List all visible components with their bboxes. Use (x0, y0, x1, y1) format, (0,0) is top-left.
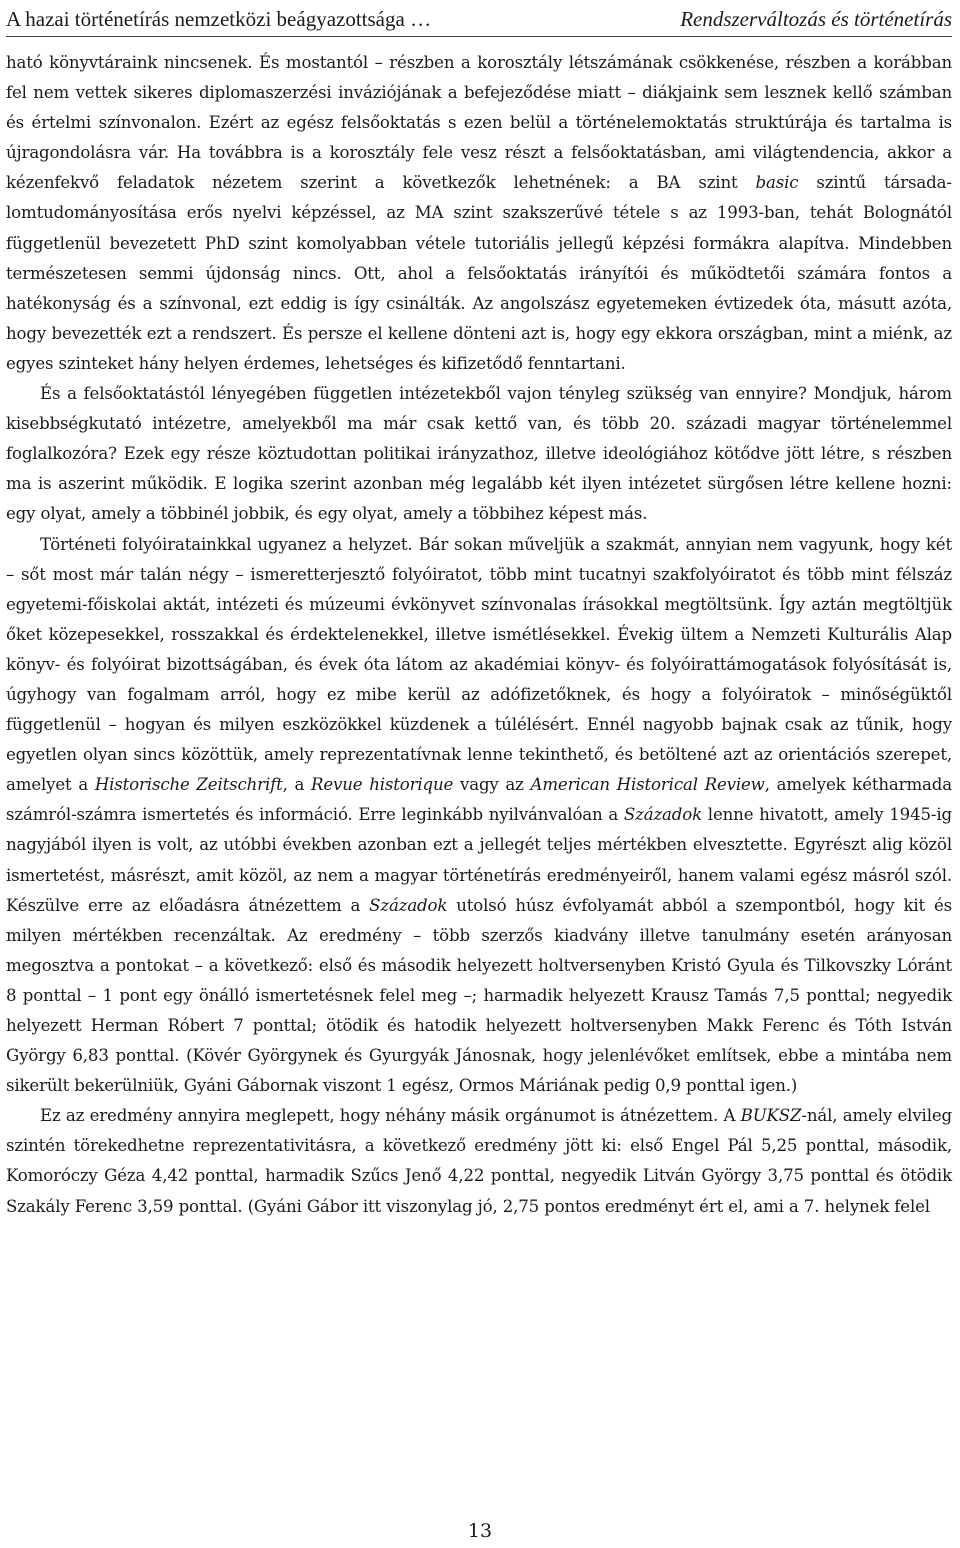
paragraph-text: Történeti folyóiratainkkal ugyanez a helyzet. Bár sokan műveljük a szakmát, annyian nem vagyunk, hogy két – sőt most már talán négy – ismeretterjesztő folyóiratot, több mint tucatnyi szakfolyóiratot és több mint félszáz egyetemi-főiskolai aktát, intézeti és múzeumi évkönyvet színvonalas írásokkal megtöltsünk. Így aztán megtöltjük őket közepesekkel, rosszakkal és érdektelenekkel, illetve ismétlésekkel. Évekig ültem a Nemzeti Kulturális Alap könyv- és folyóirat bizottságában, és évek óta látom az akadémiai könyv- és folyóirattámogatások folyósítását is, úgyhogy van fogalmam arról, hogy ez mibe kerül az adófizetőknek, és hogy a folyóiratok – minőségüktől függetlenül – hogyan és milyen eszközökkel küzdenek a túlélésért. Ennél nagyobb bajnak csak az tűnik, hogy egyetlen olyan sincs közöttük, amely reprezentatívnak lenne tekinthető, és betöltené azt az orientációs szerepet, amelyet a (6, 534, 952, 795)
paragraph-text: szintű társadalomtudományosítása erős nyelvi képzéssel, az MA szint szakszerűvé tétele s az 1993-ban, tehát Bolognától függetlenül bevezetett PhD szint komolyabban vétele tutoriális jellegű képzési formákra alapítva. Mindebben természetesen semmi újdonság nincs. Ott, ahol a felsőoktatás irányítói és működtetői számára fontos a hatékonyság és a színvonal, ezt eddig is így csinálták. Az angolszász egyetemeken évtizedek óta, másutt azóta, hogy bevezették ezt a rendszert. És persze el kellene dönteni azt is, hogy egy ekkora országban, mint a miénk, az egyes szinteket hány helyen érdemes, lehetséges és kifizetődő fenntartani. (6, 173, 952, 373)
italic-title: basic (755, 173, 799, 193)
paragraph-text: lenne hivatott, amely 1945-ig nagyjából ilyen is volt, az utóbbi években azonban ezt a jellegét teljes mértékben elvesztette. Egyrészt alig közöl ismertetést, másrészt, amit közöl, az nem a magyar történetírás eredményeiről, hanem valami egész másról szól. Készülve erre az előadásra átnézettem a (6, 805, 952, 915)
italic-title: Historische Zeitschrift (94, 775, 283, 795)
italic-title: Revue historique (311, 775, 454, 795)
paragraph-text: , amelyek kétharmada számról-számra ismertetés és információ. Erre leginkább nyilvánvalóan a (6, 775, 953, 825)
paragraph-text: utolsó húsz évfolyamát abból a szempontból, hogy kit és milyen mértékben recenzáltak. Az eredmény – több szerzős kiadvány illetve tanulmány esetén arányosan megosztva a pontokat – a következő: első és második helyezett holtversenyben Kristó Gyula és Tilkovszky Lóránt 8 ponttal – 1 pont egy önálló ismertetésnek felel meg –; harmadik helyezett Krausz Tamás 7,5 ponttal; negyedik helyezett Herman Róbert 7 ponttal; ötödik és hatodik helyezett holtversenyben Makk Ferenc és Tóth István György 6,83 ponttal. (Kövér Györgynek és Gyurgyák Jánosnak, hogy jelenlévőket említsek, ebbe a mintába nem sikerült bekerülniük, Gyáni Gábornak viszont 1 egész, Ormos Máriának pedig 0,9 ponttal igen.) (6, 895, 952, 1096)
body-text (6, 48, 952, 1222)
page-number: 13 (467, 1520, 493, 1542)
paragraph-text: ható könyvtáraink nincsenek. És mostantól – részben a korosztály létszámának csökkenése, részben a korábban fel nem vettek sikeres diplomaszerzési inváziójának a befejeződése miatt – diákjaink sem lesznek kellő számban és értelmi színvonalon. Ezért az egész felsőoktatás s ezen belül a történelemoktatás struktúrája és tartalma is újragondolásra vár. Ha továbbra is a korosztály fele vesz részt a felsőoktatásban, ami világtendencia, akkor a kézenfekvő feladatok nézetem szerint a következők lehetnének: a BA szint (6, 53, 952, 193)
paragraph (6, 1101, 952, 1221)
paragraph (6, 379, 952, 529)
paragraph-text: És a felsőoktatástól lényegében független intézetekből vajon tényleg szükség van ennyire? Mondjuk, három kisebbségkutató intézetre, amelyekből ma már csak kettő van, és több 20. századi magyar történelemmel foglalkozóra? Ezek egy része köztudottan politikai irányzathoz, illetve ideológiához kötődve jött létre, s részben ma is aszerint működik. E logika szerint azonban még legalább két ilyen intézetet sürgősen létre kellene hozni: egy olyat, amely a többinél jobbik, és egy olyat, amely a többihez képest más. (6, 384, 952, 524)
italic-title: American Historical Review (530, 775, 765, 795)
running-header (6, 2, 952, 37)
header-right-title: Rendszerváltozás és történetírás (680, 7, 952, 31)
paragraph-text: , a (282, 775, 311, 795)
header-left-title: A hazai történetírás nemzetközi beágyazottsága … (6, 7, 432, 31)
italic-title: BUKSZ (740, 1106, 802, 1126)
italic-title: Századok (369, 895, 448, 915)
paragraph-text: -nál, amely elvileg szintén törekedhetne reprezentativitásra, a következő eredmény jött ki: első Engel Pál 5,25 ponttal, második, Komoróczy Géza 4,42 ponttal, harmadik Szűcs Jenő 4,22 ponttal, negyedik Litván György 3,75 ponttal és ötödik Szakály Ferenc 3,59 ponttal. (Gyáni Gábor itt viszonylag jó, 2,75 pontos eredményt ért el, ami a 7. helynek felel (6, 1106, 953, 1216)
paragraph (6, 48, 952, 379)
paragraph-text: Ez az eredmény annyira meglepett, hogy néhány másik orgánumot is átnézettem. A (40, 1106, 741, 1126)
paragraph (6, 530, 952, 1102)
paragraph-text: vagy az (453, 775, 531, 795)
italic-title: Századok (623, 805, 703, 825)
